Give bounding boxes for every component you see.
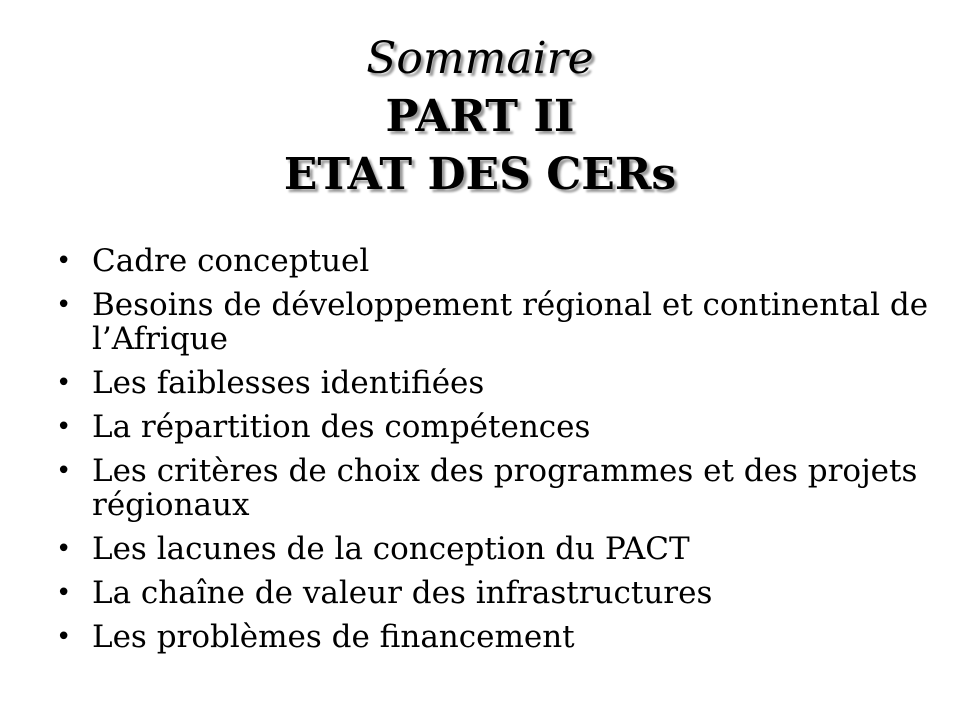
list-item xyxy=(56,620,936,654)
list-item-text: La répartition des compétences xyxy=(92,409,591,445)
bullet-icon: • xyxy=(56,290,72,320)
title-part: PART II xyxy=(385,91,575,142)
bullet-icon: • xyxy=(56,622,72,652)
list-item xyxy=(56,410,936,444)
title-etat-des-cers: ETAT DES CERs xyxy=(283,149,677,200)
list-item-text: La chaîne de valeur des infrastructures xyxy=(92,575,713,611)
list-item-text: Les lacunes de la conception du PACT xyxy=(92,531,690,567)
list-item xyxy=(56,366,936,400)
list-item xyxy=(56,288,936,356)
list-item xyxy=(56,454,936,522)
bullet-icon: • xyxy=(56,456,72,486)
list-item-text: Les faiblesses identifiées xyxy=(92,365,485,401)
list-item-text: Les critères de choix des programmes et des projets régionaux xyxy=(92,453,918,523)
bullet-icon: • xyxy=(56,368,72,398)
bullet-icon: • xyxy=(56,578,72,608)
bullet-icon: • xyxy=(56,534,72,564)
bullet-list xyxy=(56,244,936,664)
bullet-icon: • xyxy=(56,246,72,276)
slide-title xyxy=(0,30,960,204)
list-item-text: Les problèmes de financement xyxy=(92,619,575,655)
bullet-icon: • xyxy=(56,412,72,442)
list-item xyxy=(56,576,936,610)
title-sommaire: Sommaire xyxy=(366,33,594,84)
list-item-text: Cadre conceptuel xyxy=(92,243,370,279)
list-item xyxy=(56,532,936,566)
list-item xyxy=(56,244,936,278)
list-item-text: Besoins de développement régional et continental de l’Afrique xyxy=(92,287,929,357)
